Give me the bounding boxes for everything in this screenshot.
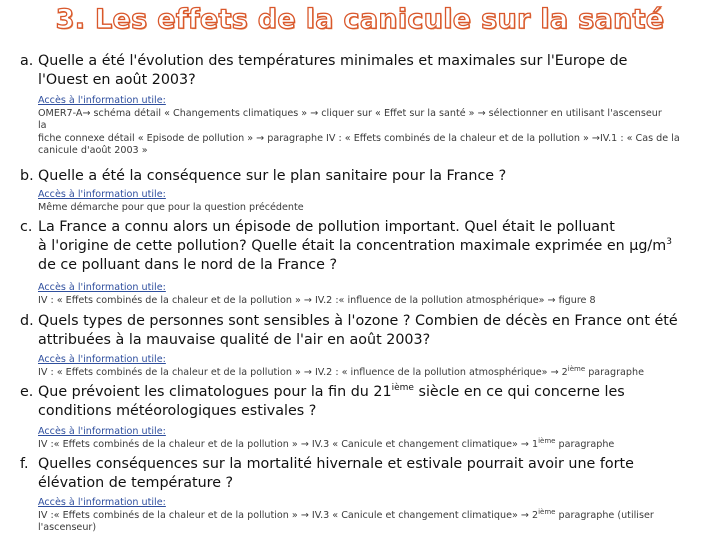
info-block-f	[38, 497, 698, 535]
info-line	[38, 436, 698, 452]
question-letter: a.	[20, 53, 34, 69]
superscript: ième	[391, 383, 414, 394]
question-text: de ce polluant dans le nord de la France ?	[38, 257, 338, 273]
page-title: 3. Les effets de la canicule sur la santé	[55, 4, 665, 35]
info-line	[38, 364, 698, 380]
question-f	[20, 455, 692, 493]
question-letter: e.	[20, 384, 34, 400]
info-line: OMER7-A→ schéma détail « Changements climatiques » → cliquer sur « Effet sur la santé » → sélectionner en utilisant l'ascenseur	[38, 107, 662, 119]
info-text: IV :« Effets combinés de la chaleur et de la pollution » → IV.3 « Canicule et changement climatique» → 2	[38, 509, 539, 521]
question-text: élévation de température ?	[38, 475, 234, 491]
info-line: IV : « Effets combinés de la chaleur et de la pollution » → IV.2 :« influence de la pollution atmosphérique» → figure 8	[38, 294, 596, 306]
access-link[interactable]: Accès à l'information utile:	[38, 497, 166, 508]
info-block-c	[38, 282, 698, 307]
question-b	[20, 167, 692, 186]
access-link[interactable]: Accès à l'information utile:	[38, 189, 166, 200]
question-text: Que prévoient les climatologues pour la fin du 21	[38, 384, 392, 400]
info-line: canicule d'août 2003 »	[38, 145, 148, 157]
access-link[interactable]: Accès à l'information utile:	[38, 282, 166, 293]
info-line	[38, 507, 698, 523]
question-text: siècle en ce qui concerne les	[413, 384, 625, 400]
superscript: ième	[567, 364, 586, 373]
superscript: ième	[538, 436, 556, 445]
superscript: 3	[666, 237, 672, 248]
question-text: La France a connu alors un épisode de pollution important. Quel était le polluant	[38, 219, 615, 235]
info-line: Même démarche pour que pour la question précédente	[38, 201, 304, 213]
info-block-b	[38, 189, 698, 214]
question-text: Quelles conséquences sur la mortalité hivernale et estivale pourrait avoir une forte	[38, 456, 634, 472]
question-a	[20, 52, 692, 90]
access-link[interactable]: Accès à l'information utile:	[38, 95, 166, 106]
question-text: Quels types de personnes sont sensibles à l'ozone ? Combien de décès en France ont été	[38, 313, 678, 329]
question-d	[20, 312, 692, 350]
superscript: ième	[538, 507, 556, 516]
info-text: paragraphe (utiliser	[555, 509, 654, 521]
question-letter: d.	[20, 313, 34, 329]
question-text: Quelle a été la conséquence sur le plan sanitaire pour la France ?	[38, 168, 507, 184]
info-line: fiche connexe détail « Episode de pollution » → paragraphe IV : « Effets combinés de la chaleur et de la pollution » →IV.1 : « Cas de la	[38, 132, 680, 144]
question-text-part: à l'origine de cette pollution? Quelle était la concentration maximale exprimée en µg/m	[38, 238, 667, 254]
info-block-e	[38, 426, 698, 451]
info-text: IV :« Effets combinés de la chaleur et de la pollution » → IV.3 « Canicule et changement climatique» → 1	[38, 438, 539, 450]
question-text: attribuées à la mauvaise qualité de l'air en août 2003?	[38, 332, 431, 348]
question-text: l'Ouest en août 2003?	[38, 72, 196, 88]
info-text: paragraphe	[585, 366, 644, 378]
info-block-d	[38, 354, 698, 379]
info-line: la	[38, 120, 47, 132]
info-text: paragraphe	[555, 438, 615, 450]
question-letter: f.	[20, 456, 29, 472]
question-text: Quelle a été l'évolution des températures minimales et maximales sur l'Europe de	[38, 53, 628, 69]
question-text	[20, 237, 692, 256]
question-text: conditions météorologiques estivales ?	[38, 403, 317, 419]
info-block-a	[38, 95, 698, 158]
access-link[interactable]: Accès à l'information utile:	[38, 354, 166, 365]
question-c	[20, 218, 692, 275]
question-letter: b.	[20, 168, 34, 184]
info-text: IV : « Effets combinés de la chaleur et de la pollution » → IV.2 : « influence de la pollution atmosphérique» → 2	[38, 366, 568, 378]
question-letter: c.	[20, 219, 33, 235]
info-line: l'ascenseur)	[38, 522, 97, 534]
access-link[interactable]: Accès à l'information utile:	[38, 426, 166, 437]
question-e	[20, 383, 692, 421]
